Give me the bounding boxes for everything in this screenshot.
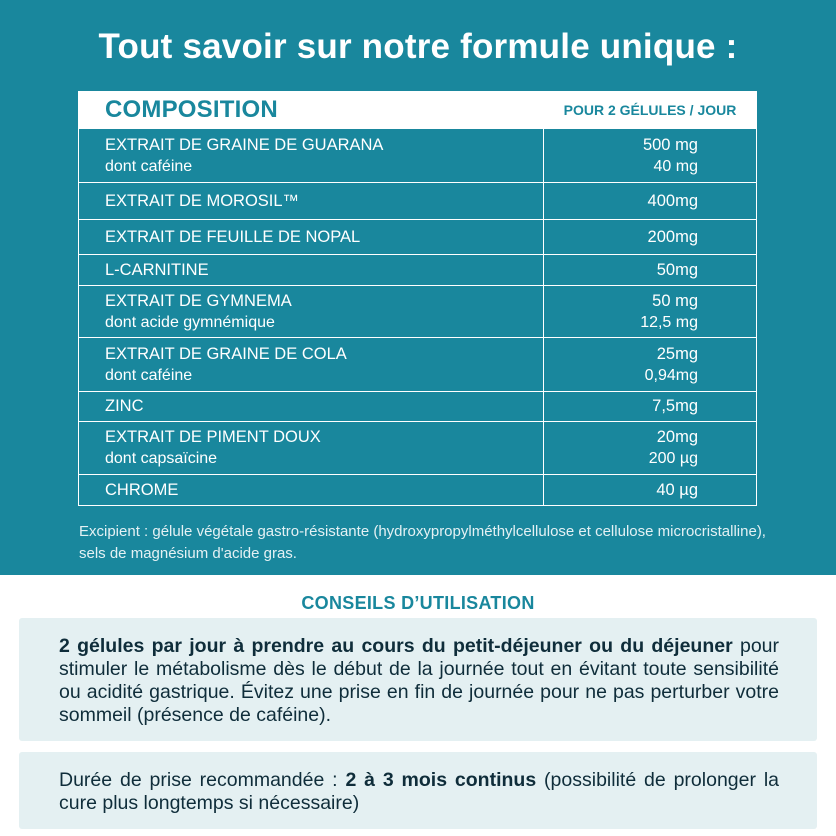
ingredient-name: EXTRAIT DE GYMNEMA	[105, 291, 292, 310]
ingredient-value: 20mg	[656, 428, 698, 446]
ingredient-sub: dont caféine	[105, 157, 193, 175]
table-row	[79, 220, 757, 255]
ingredient-value: 500 mg	[642, 135, 698, 154]
page-title: Tout savoir sur notre formule unique :	[98, 27, 738, 66]
dosage-advice-text	[59, 635, 779, 727]
duration-advice-text	[59, 769, 779, 815]
ingredient-sub: dont acide gymnémique	[105, 313, 275, 331]
ingredient-name: EXTRAIT DE MOROSIL™	[79, 183, 544, 220]
duration-advice-post: (possibilité de prolonger la cure plus longtemps si nécessaire)	[59, 769, 780, 814]
ingredient-name: L-CARNITINE	[79, 255, 544, 286]
ingredient-value: 400mg	[544, 183, 757, 220]
ingredient-name: EXTRAIT DE FEUILLE DE NOPAL	[79, 220, 544, 255]
table-row	[79, 286, 757, 338]
conseils-title: CONSEILS D’UTILISATION	[301, 593, 535, 613]
table-header-row	[79, 92, 757, 129]
ingredient-name: CHROME	[79, 475, 544, 506]
ingredient-value: 7,5mg	[544, 392, 757, 422]
ingredient-value: 40 µg	[544, 475, 757, 506]
ingredient-sub: dont caféine	[105, 366, 193, 384]
ingredient-sub-value: 200 µg	[648, 450, 698, 467]
ingredient-name: EXTRAIT DE GRAINE DE GUARANA	[105, 135, 384, 154]
table-row	[79, 255, 757, 286]
ingredient-name: EXTRAIT DE PIMENT DOUX	[105, 428, 321, 446]
duration-advice-pre: Durée de prise recommandée :	[59, 769, 346, 791]
ingredient-sub: dont capsaïcine	[105, 450, 218, 467]
ingredient-value: 50mg	[544, 255, 757, 286]
table-row	[79, 183, 757, 220]
ingredient-value: 200mg	[544, 220, 757, 255]
table-row	[79, 338, 757, 392]
table-row	[79, 129, 757, 183]
dosage-advice-box	[19, 618, 817, 741]
excipient-note: Excipient : gélule végétale gastro-résistante (hydroxypropylméthylcellulose et cellulose microcristalline), sels de magnésium d'acide gras.	[79, 523, 766, 562]
dosage-advice-detail: pour stimuler le métabolisme dès le début de la journée tout en évitant toute sensibilité ou acidité gastrique. Évitez une prise en fin de journée pour ne pas perturber votre sommeil (présence de caféine).	[59, 635, 780, 726]
table-row	[79, 475, 757, 506]
table-row	[79, 422, 757, 475]
composition-table	[78, 91, 757, 506]
ingredient-sub-value: 12,5 mg	[640, 313, 698, 331]
ingredient-sub-value: 0,94mg	[644, 366, 698, 384]
table-row	[79, 392, 757, 422]
duration-advice-bold: 2 à 3 mois continus	[345, 769, 537, 791]
ingredient-sub-value: 40 mg	[653, 157, 698, 175]
header-composition: COMPOSITION	[79, 92, 544, 129]
ingredient-name: ZINC	[79, 392, 544, 422]
ingredient-name: EXTRAIT DE GRAINE DE COLA	[105, 344, 347, 363]
duration-advice-box	[19, 752, 817, 829]
dosage-advice-bold: 2 gélules par jour à prendre au cours du petit-déjeuner ou du déjeuner	[59, 635, 733, 657]
header-dosage: POUR 2 GÉLULES / JOUR	[544, 92, 757, 129]
ingredient-value: 25mg	[656, 344, 698, 363]
ingredient-value: 50 mg	[652, 291, 698, 310]
